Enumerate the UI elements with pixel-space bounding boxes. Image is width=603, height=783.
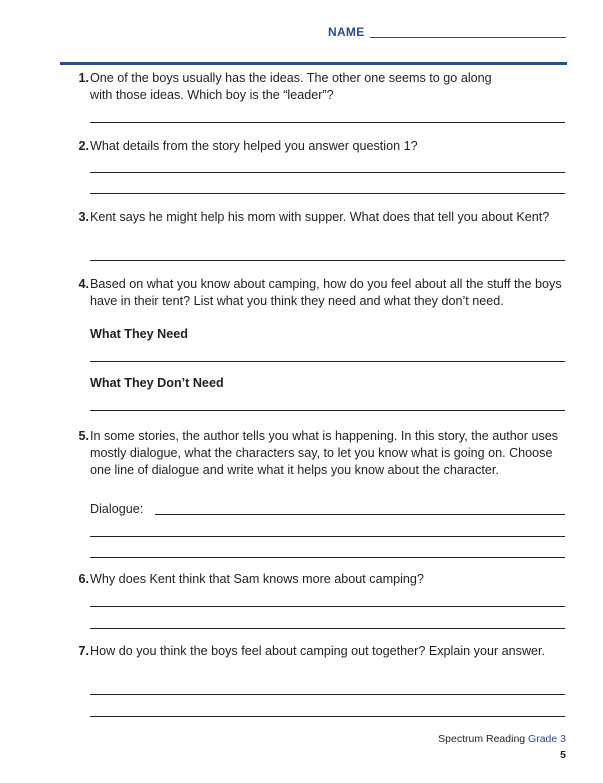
question-number: 2. [78, 139, 89, 153]
question-6 [73, 571, 568, 588]
answer-line[interactable] [90, 361, 565, 362]
dialogue-label: Dialogue: [90, 502, 144, 516]
question-number: 5. [78, 429, 89, 443]
question-5 [73, 428, 568, 478]
question-text: How do you think the boys feel about camping out together? Explain your answer. [90, 644, 546, 658]
answer-line[interactable] [90, 716, 565, 717]
question-number: 6. [78, 572, 89, 586]
answer-line[interactable] [90, 193, 565, 194]
answer-line[interactable] [90, 260, 565, 261]
question-text: What details from the story helped you answer question 1? [90, 139, 418, 153]
dont-need-label: What They Don’t Need [90, 376, 224, 390]
name-label: NAME [328, 25, 365, 39]
question-2 [73, 138, 568, 155]
question-4 [73, 276, 568, 310]
grade-label: Grade 3 [528, 733, 566, 745]
answer-line[interactable] [90, 557, 565, 558]
question-3 [73, 209, 568, 226]
question-text: Why does Kent think that Sam knows more about camping? [90, 572, 424, 586]
answer-line[interactable] [90, 628, 565, 629]
answer-line[interactable] [90, 694, 565, 695]
question-text: Kent says he might help his mom with supper. What does that tell you about Kent? [90, 210, 550, 224]
question-number: 7. [78, 644, 89, 658]
answer-line[interactable] [90, 172, 565, 173]
need-label: What They Need [90, 327, 188, 341]
answer-line[interactable] [90, 410, 565, 411]
question-text: Based on what you know about camping, how do you feel about all the stuff the boys have in their tent? List what you think they need and what they don’t need. [90, 277, 562, 308]
question-1 [73, 70, 568, 104]
header-rule [60, 62, 567, 65]
question-text: In some stories, the author tells you what is happening. In this story, the author uses mostly dialogue, what the characters say, to let you know what is going on. Choose one line of dialogue and write what it helps you know about the character. [90, 429, 559, 477]
question-number: 1. [78, 71, 89, 85]
question-number: 3. [78, 210, 89, 224]
answer-line[interactable] [90, 606, 565, 607]
dialogue-line[interactable] [155, 514, 565, 515]
series-name: Spectrum Reading [438, 733, 526, 745]
page-number: 5 [560, 749, 566, 761]
question-number: 4. [78, 277, 89, 291]
question-text: One of the boys usually has the ideas. The other one seems to go along with those ideas. Which boy is the “leader”? [90, 71, 492, 102]
footer-series [438, 733, 566, 745]
answer-line[interactable] [90, 122, 565, 123]
answer-line[interactable] [90, 536, 565, 537]
question-7 [73, 643, 568, 660]
name-write-line[interactable] [370, 37, 566, 38]
